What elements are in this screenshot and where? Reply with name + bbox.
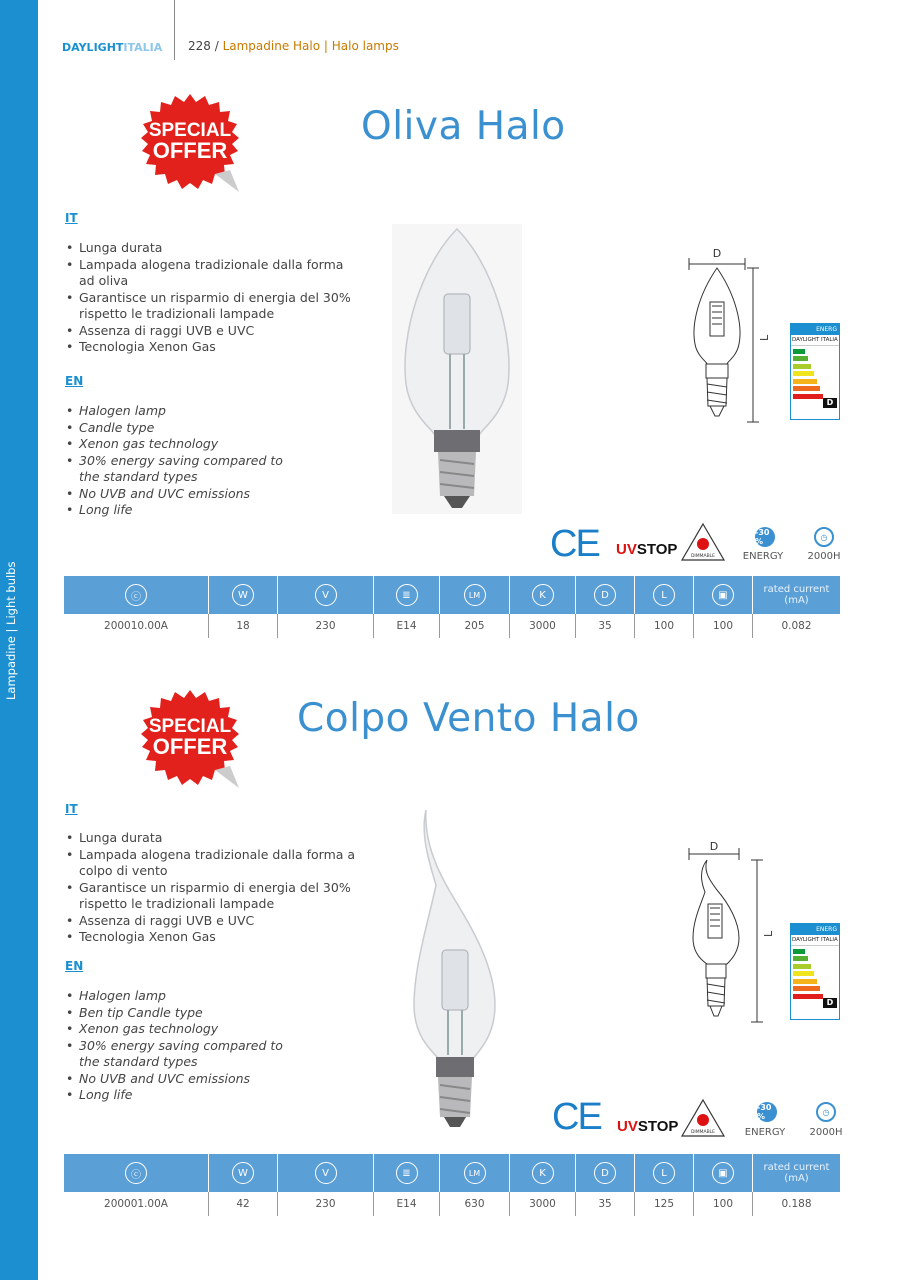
badge-line1: SPECIAL xyxy=(148,716,232,737)
colpo-vento-bulb-photo xyxy=(400,805,510,1135)
energy-bar xyxy=(793,371,814,376)
energy-class-indicator: D xyxy=(823,998,837,1008)
lumen-icon: LM xyxy=(464,1162,486,1184)
spec-length: 100 xyxy=(635,614,694,638)
dim-d-label: D xyxy=(712,247,722,260)
dimmable-text: DIMMABLE xyxy=(690,554,716,559)
spec-volt: 230 xyxy=(278,1192,374,1216)
list-item: • No UVB and UVC emissions xyxy=(66,486,306,503)
list-item: • Long life xyxy=(66,1087,306,1104)
energy-bar xyxy=(793,979,817,984)
list-item: • 30% energy saving compared to the standard types xyxy=(66,1038,306,1071)
spec-socket: E14 xyxy=(374,614,440,638)
list-item: • No UVB and UVC emissions xyxy=(66,1071,306,1088)
features-en xyxy=(66,988,306,1104)
length-icon: L xyxy=(653,584,675,606)
energy-bar xyxy=(793,971,814,976)
energy-bar xyxy=(793,386,820,391)
spec-col-kelvin xyxy=(510,1154,576,1192)
spec-value-row xyxy=(64,1192,840,1216)
kelvin-icon: K xyxy=(532,1162,554,1184)
spec-kelvin: 3000 xyxy=(510,614,576,638)
spec-box: 100 xyxy=(694,1192,753,1216)
energy-bar xyxy=(793,364,811,369)
list-item: • Lampada alogena tradizionale dalla forma a colpo di vento xyxy=(66,847,356,880)
spec-col-kelvin xyxy=(510,576,576,614)
special-offer-badge xyxy=(135,92,245,196)
list-item: • Lunga durata xyxy=(66,240,356,257)
spec-watt: 18 xyxy=(209,614,278,638)
energy-label-text: ENERGY xyxy=(742,551,784,562)
ce-mark-icon: CE xyxy=(550,523,599,565)
section-title: Lampadine Halo | Halo lamps xyxy=(222,39,399,53)
kelvin-icon: K xyxy=(532,584,554,606)
hours-label: 2000H xyxy=(809,1127,843,1138)
uv-stop-icon xyxy=(617,1118,678,1135)
dimmable-icon xyxy=(680,1098,726,1138)
header-brand xyxy=(62,39,162,55)
socket-icon: ≣ xyxy=(396,584,418,606)
spec-length: 125 xyxy=(635,1192,694,1216)
watt-icon: W xyxy=(232,1162,254,1184)
clock-icon: ◷ xyxy=(816,1102,836,1122)
watt-icon: W xyxy=(232,584,254,606)
list-item: • Garantisce un risparmio di energia del 30% rispetto le tradizionali lampade xyxy=(66,290,356,323)
energy-label-top: ENERG xyxy=(791,324,839,335)
energy-bar xyxy=(793,994,823,999)
spec-col-watt xyxy=(209,1154,278,1192)
spec-col-length xyxy=(635,1154,694,1192)
list-item: • Long life xyxy=(66,502,306,519)
box-icon: ▣ xyxy=(712,584,734,606)
spec-col-box xyxy=(694,576,753,614)
spec-col-length xyxy=(635,576,694,614)
spec-lumen: 205 xyxy=(440,614,510,638)
stop-text: STOP xyxy=(637,1118,679,1135)
list-item: • Tecnologia Xenon Gas xyxy=(66,929,356,946)
spec-col-volt xyxy=(278,576,374,614)
spec-col-socket xyxy=(374,576,440,614)
energy-bar xyxy=(793,394,823,399)
spec-col-diameter xyxy=(576,576,635,614)
energy-saving-icon: -30 % xyxy=(755,527,775,547)
energy-label-text: ENERGY xyxy=(744,1127,786,1138)
list-item: • Garantisce un risparmio di energia del 30% rispetto le tradizionali lampade xyxy=(66,880,356,913)
energy-bar xyxy=(793,986,820,991)
uv-stop-icon xyxy=(616,541,677,558)
rated-current-label: rated current (mA) xyxy=(763,1162,830,1184)
list-item: • Halogen lamp xyxy=(66,403,306,420)
list-item: • 30% energy saving compared to the standard types xyxy=(66,453,306,486)
lang-label-en: EN xyxy=(65,374,84,388)
spec-col-code xyxy=(64,1154,209,1192)
spec-diameter: 35 xyxy=(576,614,635,638)
volt-icon: V xyxy=(315,1162,337,1184)
spec-col-code xyxy=(64,576,209,614)
list-item: • Xenon gas technology xyxy=(66,436,306,453)
spec-socket: E14 xyxy=(374,1192,440,1216)
list-item: • Ben tip Candle type xyxy=(66,1005,306,1022)
spec-value-row xyxy=(64,614,840,638)
uv-text: UV xyxy=(616,541,637,558)
list-item: • Lunga durata xyxy=(66,830,356,847)
energy-bar xyxy=(793,956,808,961)
energy-bar xyxy=(793,356,808,361)
clock-icon: ◷ xyxy=(814,527,834,547)
breadcrumb xyxy=(188,39,399,53)
product-title: Colpo Vento Halo xyxy=(297,696,640,741)
spec-kelvin: 3000 xyxy=(510,1192,576,1216)
header-divider xyxy=(174,0,175,60)
socket-icon: ≣ xyxy=(396,1162,418,1184)
badge-line2: OFFER xyxy=(152,734,228,759)
length-icon: L xyxy=(653,1162,675,1184)
oliva-bulb-photo xyxy=(392,224,522,514)
hours-label: 2000H xyxy=(807,551,841,562)
spec-col-socket xyxy=(374,1154,440,1192)
energy-saving-icon: -30 % xyxy=(757,1102,777,1122)
diameter-icon: D xyxy=(594,584,616,606)
energy-label-brand: DAYLIGHT ITALIA xyxy=(791,935,839,946)
list-item: • Halogen lamp xyxy=(66,988,306,1005)
lamp-code-icon: ⓒ xyxy=(125,584,147,606)
badge-line1: SPECIAL xyxy=(148,120,232,141)
rated-current-label: rated current (mA) xyxy=(763,584,830,606)
spec-col-diameter xyxy=(576,1154,635,1192)
spec-col-current xyxy=(753,1154,840,1192)
badge-line2: OFFER xyxy=(152,138,228,163)
dim-d-label: D xyxy=(709,840,719,853)
spec-lumen: 630 xyxy=(440,1192,510,1216)
sidebar-label: Lampadine | Light bulbs xyxy=(4,561,18,700)
list-item: • Lampada alogena tradizionale dalla forma ad oliva xyxy=(66,257,356,290)
spec-header-row xyxy=(64,576,840,614)
lang-label-en: EN xyxy=(65,959,84,973)
features-en xyxy=(66,403,306,519)
uv-text: UV xyxy=(617,1118,638,1135)
energy-bar xyxy=(793,964,811,969)
spec-col-lumen xyxy=(440,1154,510,1192)
list-item: • Assenza di raggi UVB e UVC xyxy=(66,913,356,930)
brand-italia: ITALIA xyxy=(123,40,163,54)
spec-header-row xyxy=(64,1154,840,1192)
spec-code: 200010.00A xyxy=(64,614,209,638)
spec-diameter: 35 xyxy=(576,1192,635,1216)
energy-label xyxy=(790,923,840,1020)
diameter-icon: D xyxy=(594,1162,616,1184)
spec-col-box xyxy=(694,1154,753,1192)
box-icon: ▣ xyxy=(712,1162,734,1184)
spec-col-watt xyxy=(209,576,278,614)
product-title: Oliva Halo xyxy=(361,104,566,149)
features-it xyxy=(66,830,356,946)
volt-icon: V xyxy=(315,584,337,606)
list-item: • Tecnologia Xenon Gas xyxy=(66,339,356,356)
brand-daylight: DAYLIGHT xyxy=(62,40,124,54)
special-offer-badge xyxy=(135,688,245,792)
energy-bar xyxy=(793,349,805,354)
ce-mark-icon: CE xyxy=(552,1096,601,1138)
spec-current: 0.082 xyxy=(781,620,812,632)
list-item: • Xenon gas technology xyxy=(66,1021,306,1038)
dimmable-text: DIMMABLE xyxy=(690,1130,716,1135)
spec-code: 200001.00A xyxy=(64,1192,209,1216)
list-item: • Assenza di raggi UVB e UVC xyxy=(66,323,356,340)
page-number: 228 / xyxy=(188,39,223,53)
spec-watt: 42 xyxy=(209,1192,278,1216)
spec-current: 0.188 xyxy=(781,1198,812,1210)
lumen-icon: LM xyxy=(464,584,486,606)
spec-col-lumen xyxy=(440,576,510,614)
lang-label-it: IT xyxy=(65,802,78,816)
sidebar xyxy=(0,0,38,1280)
lang-label-it: IT xyxy=(65,211,78,225)
lamp-code-icon: ⓒ xyxy=(125,1162,147,1184)
energy-bar xyxy=(793,379,817,384)
spec-box: 100 xyxy=(694,614,753,638)
spec-col-volt xyxy=(278,1154,374,1192)
dimmable-icon xyxy=(680,522,726,562)
energy-label-brand: DAYLIGHT ITALIA xyxy=(791,335,839,346)
energy-label xyxy=(790,323,840,420)
stop-text: STOP xyxy=(636,541,678,558)
energy-class-indicator: D xyxy=(823,398,837,408)
dim-l-label: L xyxy=(762,930,775,937)
features-it xyxy=(66,240,356,356)
technical-drawing xyxy=(683,244,773,426)
technical-drawing xyxy=(683,838,773,1024)
energy-label-top: ENERG xyxy=(791,924,839,935)
spec-col-current xyxy=(753,576,840,614)
dim-l-label: L xyxy=(758,334,771,341)
list-item: • Candle type xyxy=(66,420,306,437)
energy-bar xyxy=(793,949,805,954)
spec-volt: 230 xyxy=(278,614,374,638)
